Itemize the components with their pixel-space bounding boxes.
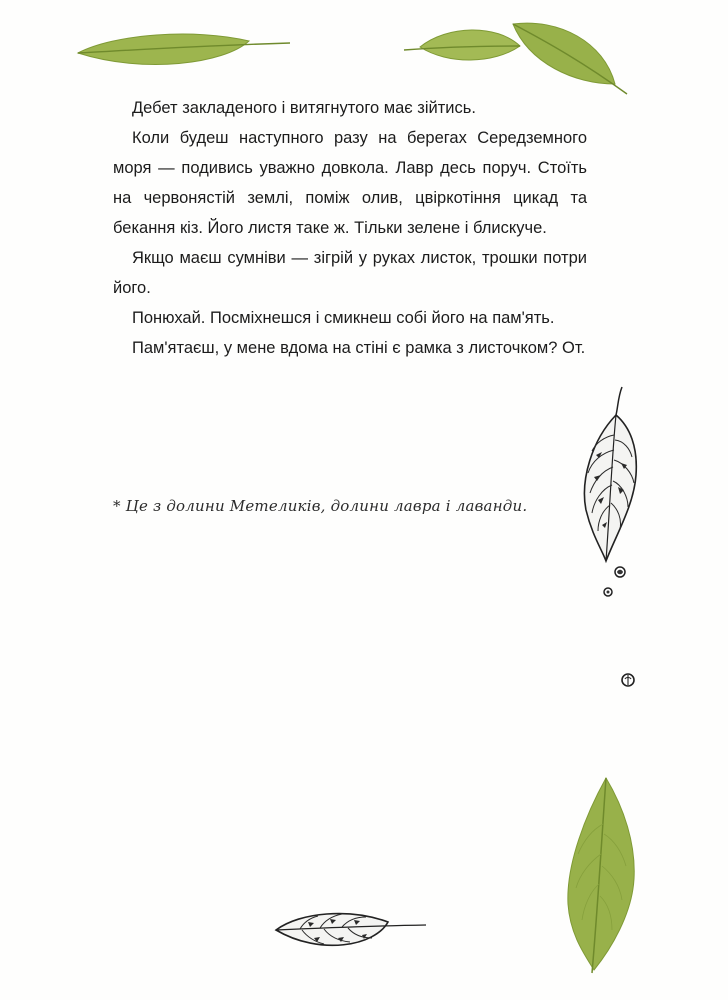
green-leaf-top-right-large-icon [509,18,631,98]
ink-sketch-leaf-bottom-icon [270,904,430,964]
ink-sketch-leaf-right-icon [572,385,648,565]
paragraph: Якщо маєш сумніви — зігрій у руках листок, трошки потри його. [113,249,587,297]
paragraph: Пам'ятаєш, у мене вдома на стіні є рамка з листочком? От. [132,339,586,357]
paragraph: Коли будеш наступного разу на берегах Середземного моря — подивись уважно довкола. Лавр десь поруч. Стоїть на червонястій землі, поміж олив, цвіркотіння цикад та бекання кіз. Його листя таке ж. Тільки зелене і блискуче. [113,129,587,237]
ink-droplet-icon [612,564,628,580]
body-text [113,93,587,363]
paragraph: Понюхай. Посміхнешся і смикнеш собі його на пам'ять. [132,309,555,327]
paragraph: Дебет закладеного і витягнутого має зійтись. [132,99,476,117]
ink-droplet-icon [618,670,638,690]
footnote: * Це з долини Метеликів, долини лавра і лаванди. [113,497,528,515]
green-leaf-bottom-right-icon [556,774,646,974]
green-leaf-top-left-icon [74,26,294,76]
ink-droplet-icon [601,585,615,599]
